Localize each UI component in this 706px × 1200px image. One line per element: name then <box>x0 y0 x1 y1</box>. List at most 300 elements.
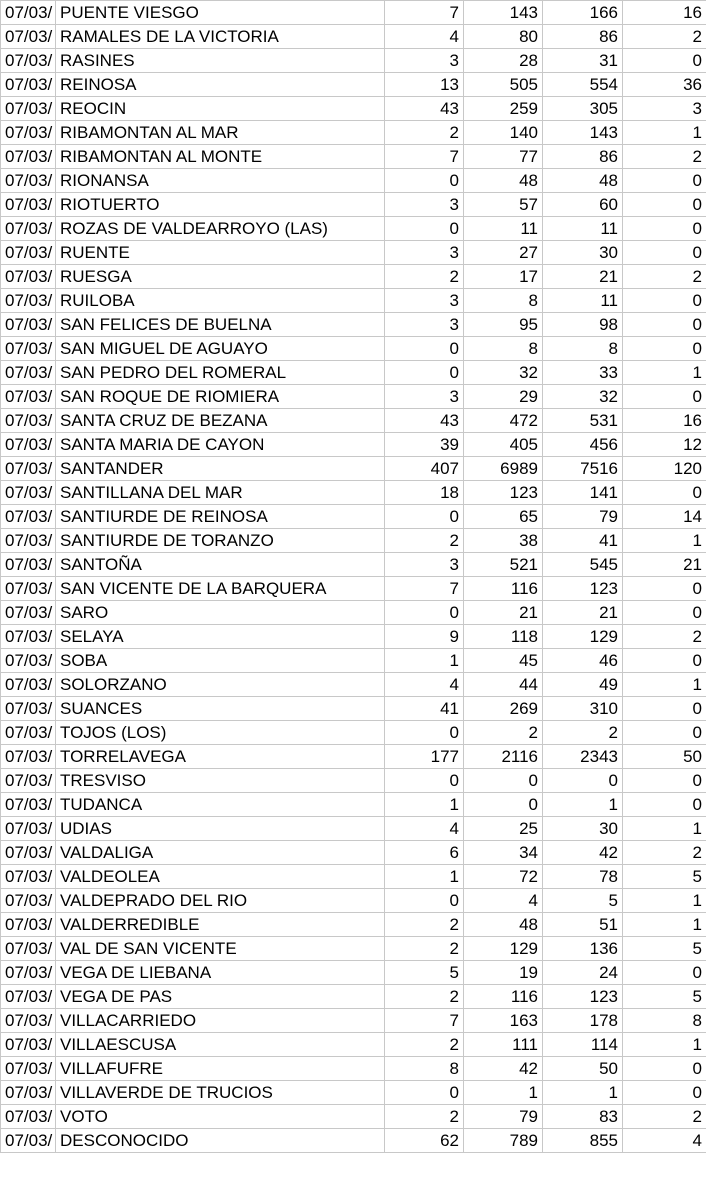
cell-value-c[interactable]: 24 <box>543 961 623 985</box>
cell-municipality[interactable]: REOCIN <box>56 97 385 121</box>
cell-value-b[interactable]: 95 <box>464 313 543 337</box>
cell-value-b[interactable]: 42 <box>464 1057 543 1081</box>
cell-value-b[interactable]: 472 <box>464 409 543 433</box>
cell-value-d[interactable]: 0 <box>623 241 706 265</box>
cell-value-b[interactable]: 8 <box>464 289 543 313</box>
cell-municipality[interactable]: RUESGA <box>56 265 385 289</box>
cell-date[interactable]: 07/03/ <box>1 865 56 889</box>
cell-value-b[interactable]: 45 <box>464 649 543 673</box>
cell-value-c[interactable]: 30 <box>543 241 623 265</box>
cell-value-d[interactable]: 2 <box>623 1105 706 1129</box>
cell-value-a[interactable]: 2 <box>385 529 464 553</box>
cell-value-a[interactable]: 0 <box>385 337 464 361</box>
cell-date[interactable]: 07/03/ <box>1 817 56 841</box>
cell-value-a[interactable]: 0 <box>385 169 464 193</box>
cell-municipality[interactable]: RIBAMONTAN AL MAR <box>56 121 385 145</box>
cell-value-a[interactable]: 3 <box>385 193 464 217</box>
cell-value-c[interactable]: 7516 <box>543 457 623 481</box>
cell-value-d[interactable]: 0 <box>623 769 706 793</box>
cell-value-a[interactable]: 3 <box>385 49 464 73</box>
cell-value-a[interactable]: 3 <box>385 553 464 577</box>
cell-value-d[interactable]: 0 <box>623 601 706 625</box>
table-row <box>1 481 706 505</box>
cell-municipality[interactable]: SANTIURDE DE TORANZO <box>56 529 385 553</box>
cell-date[interactable]: 07/03/ <box>1 913 56 937</box>
cell-municipality[interactable]: REINOSA <box>56 73 385 97</box>
cell-value-d[interactable]: 1 <box>623 673 706 697</box>
cell-value-a[interactable]: 3 <box>385 289 464 313</box>
cell-date[interactable]: 07/03/ <box>1 385 56 409</box>
cell-value-b[interactable]: 72 <box>464 865 543 889</box>
cell-value-c[interactable]: 79 <box>543 505 623 529</box>
cell-value-c[interactable]: 143 <box>543 121 623 145</box>
cell-value-b[interactable]: 65 <box>464 505 543 529</box>
cell-value-a[interactable]: 1 <box>385 865 464 889</box>
cell-value-d[interactable]: 0 <box>623 481 706 505</box>
cell-value-d[interactable]: 16 <box>623 409 706 433</box>
cell-value-b[interactable]: 789 <box>464 1129 543 1153</box>
cell-value-b[interactable]: 1 <box>464 1081 543 1105</box>
cell-value-d[interactable]: 0 <box>623 313 706 337</box>
cell-value-d[interactable]: 0 <box>623 649 706 673</box>
cell-date[interactable]: 07/03/ <box>1 409 56 433</box>
cell-value-c[interactable]: 1 <box>543 793 623 817</box>
cell-value-b[interactable]: 405 <box>464 433 543 457</box>
cell-value-d[interactable]: 0 <box>623 1081 706 1105</box>
cell-value-d[interactable]: 1 <box>623 361 706 385</box>
cell-value-d[interactable]: 5 <box>623 985 706 1009</box>
cell-municipality[interactable]: SANTA MARIA DE CAYON <box>56 433 385 457</box>
cell-value-b[interactable]: 8 <box>464 337 543 361</box>
cell-value-a[interactable]: 62 <box>385 1129 464 1153</box>
cell-value-b[interactable]: 521 <box>464 553 543 577</box>
cell-date[interactable]: 07/03/ <box>1 169 56 193</box>
cell-municipality[interactable]: PUENTE VIESGO <box>56 1 385 25</box>
cell-value-a[interactable]: 2 <box>385 1105 464 1129</box>
cell-value-b[interactable]: 4 <box>464 889 543 913</box>
cell-value-d[interactable]: 0 <box>623 961 706 985</box>
cell-municipality[interactable]: TOJOS (LOS) <box>56 721 385 745</box>
cell-date[interactable]: 07/03/ <box>1 1009 56 1033</box>
cell-municipality[interactable]: VILLACARRIEDO <box>56 1009 385 1033</box>
cell-value-a[interactable]: 0 <box>385 889 464 913</box>
table-row <box>1 241 706 265</box>
cell-date[interactable]: 07/03/ <box>1 1105 56 1129</box>
cell-municipality[interactable]: RUILOBA <box>56 289 385 313</box>
cell-municipality[interactable]: SUANCES <box>56 697 385 721</box>
cell-date[interactable]: 07/03/ <box>1 217 56 241</box>
cell-value-a[interactable]: 0 <box>385 721 464 745</box>
cell-municipality[interactable]: SARO <box>56 601 385 625</box>
cell-date[interactable]: 07/03/ <box>1 337 56 361</box>
table-row <box>1 73 706 97</box>
cell-municipality[interactable]: TRESVISO <box>56 769 385 793</box>
cell-value-a[interactable]: 2 <box>385 937 464 961</box>
cell-value-d[interactable]: 1 <box>623 529 706 553</box>
cell-date[interactable]: 07/03/ <box>1 481 56 505</box>
cell-value-b[interactable]: 143 <box>464 1 543 25</box>
table-row <box>1 409 706 433</box>
cell-value-d[interactable]: 0 <box>623 49 706 73</box>
cell-value-d[interactable]: 0 <box>623 1057 706 1081</box>
cell-value-d[interactable]: 5 <box>623 865 706 889</box>
cell-date[interactable]: 07/03/ <box>1 457 56 481</box>
cell-value-a[interactable]: 2 <box>385 265 464 289</box>
cell-municipality[interactable]: SANTA CRUZ DE BEZANA <box>56 409 385 433</box>
cell-municipality[interactable]: VILLAFUFRE <box>56 1057 385 1081</box>
cell-value-a[interactable]: 0 <box>385 601 464 625</box>
cell-value-d[interactable]: 1 <box>623 1033 706 1057</box>
cell-date[interactable]: 07/03/ <box>1 97 56 121</box>
cell-value-c[interactable]: 46 <box>543 649 623 673</box>
cell-value-b[interactable]: 11 <box>464 217 543 241</box>
cell-value-d[interactable]: 0 <box>623 169 706 193</box>
cell-date[interactable]: 07/03/ <box>1 889 56 913</box>
cell-value-a[interactable]: 4 <box>385 25 464 49</box>
cell-date[interactable]: 07/03/ <box>1 1081 56 1105</box>
cell-value-d[interactable]: 8 <box>623 1009 706 1033</box>
cell-value-c[interactable]: 545 <box>543 553 623 577</box>
cell-value-c[interactable]: 310 <box>543 697 623 721</box>
cell-value-c[interactable]: 30 <box>543 817 623 841</box>
cell-municipality[interactable]: SOLORZANO <box>56 673 385 697</box>
cell-value-d[interactable]: 0 <box>623 577 706 601</box>
cell-value-d[interactable]: 4 <box>623 1129 706 1153</box>
cell-municipality[interactable]: RAMALES DE LA VICTORIA <box>56 25 385 49</box>
cell-value-d[interactable]: 120 <box>623 457 706 481</box>
cell-value-a[interactable]: 39 <box>385 433 464 457</box>
cell-value-a[interactable]: 7 <box>385 577 464 601</box>
cell-municipality[interactable]: VILLAVERDE DE TRUCIOS <box>56 1081 385 1105</box>
cell-value-a[interactable]: 2 <box>385 913 464 937</box>
cell-value-a[interactable]: 4 <box>385 817 464 841</box>
cell-date[interactable]: 07/03/ <box>1 841 56 865</box>
cell-value-b[interactable]: 80 <box>464 25 543 49</box>
cell-municipality[interactable]: RIOTUERTO <box>56 193 385 217</box>
cell-value-b[interactable]: 25 <box>464 817 543 841</box>
cell-value-c[interactable]: 8 <box>543 337 623 361</box>
cell-date[interactable]: 07/03/ <box>1 745 56 769</box>
cell-date[interactable]: 07/03/ <box>1 145 56 169</box>
cell-value-a[interactable]: 0 <box>385 361 464 385</box>
cell-date[interactable]: 07/03/ <box>1 625 56 649</box>
cell-date[interactable]: 07/03/ <box>1 529 56 553</box>
cell-value-a[interactable]: 9 <box>385 625 464 649</box>
cell-municipality[interactable]: VALDEOLEA <box>56 865 385 889</box>
cell-municipality[interactable]: VALDERREDIBLE <box>56 913 385 937</box>
cell-date[interactable]: 07/03/ <box>1 25 56 49</box>
cell-date[interactable]: 07/03/ <box>1 433 56 457</box>
cell-value-a[interactable]: 43 <box>385 409 464 433</box>
cell-municipality[interactable]: SAN PEDRO DEL ROMERAL <box>56 361 385 385</box>
cell-value-b[interactable]: 111 <box>464 1033 543 1057</box>
cell-municipality[interactable]: SAN MIGUEL DE AGUAYO <box>56 337 385 361</box>
cell-date[interactable]: 07/03/ <box>1 697 56 721</box>
cell-value-b[interactable]: 2 <box>464 721 543 745</box>
cell-value-a[interactable]: 41 <box>385 697 464 721</box>
cell-municipality[interactable]: TORRELAVEGA <box>56 745 385 769</box>
cell-value-a[interactable]: 2 <box>385 121 464 145</box>
cell-date[interactable]: 07/03/ <box>1 985 56 1009</box>
table-row <box>1 289 706 313</box>
cell-value-d[interactable]: 16 <box>623 1 706 25</box>
cell-value-c[interactable]: 31 <box>543 49 623 73</box>
cell-value-d[interactable]: 1 <box>623 121 706 145</box>
cell-value-b[interactable]: 505 <box>464 73 543 97</box>
cell-value-c[interactable]: 86 <box>543 145 623 169</box>
cell-value-a[interactable]: 3 <box>385 385 464 409</box>
cell-value-c[interactable]: 33 <box>543 361 623 385</box>
cell-date[interactable]: 07/03/ <box>1 1 56 25</box>
cell-value-d[interactable]: 1 <box>623 889 706 913</box>
cell-date[interactable]: 07/03/ <box>1 505 56 529</box>
cell-value-d[interactable]: 3 <box>623 97 706 121</box>
cell-value-c[interactable]: 531 <box>543 409 623 433</box>
cell-date[interactable]: 07/03/ <box>1 961 56 985</box>
cell-value-d[interactable]: 21 <box>623 553 706 577</box>
cell-value-c[interactable]: 51 <box>543 913 623 937</box>
cell-value-b[interactable]: 6989 <box>464 457 543 481</box>
cell-date[interactable]: 07/03/ <box>1 1033 56 1057</box>
cell-value-a[interactable]: 7 <box>385 1009 464 1033</box>
cell-value-b[interactable]: 48 <box>464 169 543 193</box>
cell-value-b[interactable]: 140 <box>464 121 543 145</box>
cell-date[interactable]: 07/03/ <box>1 265 56 289</box>
cell-value-b[interactable]: 116 <box>464 985 543 1009</box>
cell-date[interactable]: 07/03/ <box>1 673 56 697</box>
cell-value-a[interactable]: 6 <box>385 841 464 865</box>
cell-value-c[interactable]: 21 <box>543 601 623 625</box>
cell-date[interactable]: 07/03/ <box>1 793 56 817</box>
cell-value-c[interactable]: 141 <box>543 481 623 505</box>
cell-value-a[interactable]: 0 <box>385 217 464 241</box>
cell-value-c[interactable]: 86 <box>543 25 623 49</box>
cell-value-c[interactable]: 855 <box>543 1129 623 1153</box>
cell-value-b[interactable]: 2116 <box>464 745 543 769</box>
cell-value-c[interactable]: 136 <box>543 937 623 961</box>
cell-value-d[interactable]: 2 <box>623 841 706 865</box>
cell-value-a[interactable]: 3 <box>385 313 464 337</box>
cell-value-c[interactable]: 178 <box>543 1009 623 1033</box>
cell-value-a[interactable]: 4 <box>385 673 464 697</box>
cell-value-d[interactable]: 50 <box>623 745 706 769</box>
cell-value-c[interactable]: 49 <box>543 673 623 697</box>
cell-value-c[interactable]: 48 <box>543 169 623 193</box>
cell-municipality[interactable]: DESCONOCIDO <box>56 1129 385 1153</box>
cell-value-c[interactable]: 554 <box>543 73 623 97</box>
cell-value-c[interactable]: 60 <box>543 193 623 217</box>
cell-date[interactable]: 07/03/ <box>1 721 56 745</box>
cell-value-a[interactable]: 1 <box>385 793 464 817</box>
cell-value-d[interactable]: 0 <box>623 337 706 361</box>
cell-value-a[interactable]: 7 <box>385 1 464 25</box>
cell-value-c[interactable]: 11 <box>543 289 623 313</box>
cell-municipality[interactable]: VALDALIGA <box>56 841 385 865</box>
cell-value-b[interactable]: 77 <box>464 145 543 169</box>
cell-value-d[interactable]: 0 <box>623 193 706 217</box>
cell-municipality[interactable]: SANTOÑA <box>56 553 385 577</box>
table-row <box>1 49 706 73</box>
cell-value-c[interactable]: 42 <box>543 841 623 865</box>
table-row <box>1 1081 706 1105</box>
cell-date[interactable]: 07/03/ <box>1 577 56 601</box>
cell-date[interactable]: 07/03/ <box>1 49 56 73</box>
cell-municipality[interactable]: RUENTE <box>56 241 385 265</box>
cell-value-c[interactable]: 50 <box>543 1057 623 1081</box>
cell-value-b[interactable]: 38 <box>464 529 543 553</box>
cell-date[interactable]: 07/03/ <box>1 553 56 577</box>
cell-value-b[interactable]: 28 <box>464 49 543 73</box>
cell-value-c[interactable]: 98 <box>543 313 623 337</box>
cell-date[interactable]: 07/03/ <box>1 289 56 313</box>
cell-value-a[interactable]: 5 <box>385 961 464 985</box>
cell-value-a[interactable]: 2 <box>385 1033 464 1057</box>
cell-value-a[interactable]: 13 <box>385 73 464 97</box>
cell-date[interactable]: 07/03/ <box>1 313 56 337</box>
cell-municipality[interactable]: SELAYA <box>56 625 385 649</box>
cell-value-d[interactable]: 1 <box>623 817 706 841</box>
cell-municipality[interactable]: ROZAS DE VALDEARROYO (LAS) <box>56 217 385 241</box>
cell-value-a[interactable]: 7 <box>385 145 464 169</box>
cell-value-b[interactable]: 57 <box>464 193 543 217</box>
table-row <box>1 265 706 289</box>
cell-municipality[interactable]: SOBA <box>56 649 385 673</box>
cell-value-c[interactable]: 123 <box>543 577 623 601</box>
cell-value-b[interactable]: 129 <box>464 937 543 961</box>
cell-value-c[interactable]: 83 <box>543 1105 623 1129</box>
cell-date[interactable]: 07/03/ <box>1 601 56 625</box>
cell-value-b[interactable]: 116 <box>464 577 543 601</box>
cell-value-b[interactable]: 27 <box>464 241 543 265</box>
cell-value-b[interactable]: 0 <box>464 793 543 817</box>
cell-value-c[interactable]: 305 <box>543 97 623 121</box>
cell-date[interactable]: 07/03/ <box>1 193 56 217</box>
cell-municipality[interactable]: SAN VICENTE DE LA BARQUERA <box>56 577 385 601</box>
cell-municipality[interactable]: VALDEPRADO DEL RIO <box>56 889 385 913</box>
cell-municipality[interactable]: SANTIURDE DE REINOSA <box>56 505 385 529</box>
cell-value-b[interactable]: 79 <box>464 1105 543 1129</box>
cell-value-a[interactable]: 0 <box>385 1081 464 1105</box>
cell-value-a[interactable]: 0 <box>385 769 464 793</box>
cell-date[interactable]: 07/03/ <box>1 241 56 265</box>
cell-value-a[interactable]: 407 <box>385 457 464 481</box>
cell-value-a[interactable]: 18 <box>385 481 464 505</box>
cell-municipality[interactable]: VEGA DE PAS <box>56 985 385 1009</box>
table-row <box>1 985 706 1009</box>
cell-value-c[interactable]: 11 <box>543 217 623 241</box>
cell-value-b[interactable]: 259 <box>464 97 543 121</box>
cell-value-b[interactable]: 29 <box>464 385 543 409</box>
cell-value-c[interactable]: 78 <box>543 865 623 889</box>
cell-value-c[interactable]: 32 <box>543 385 623 409</box>
cell-value-d[interactable]: 1 <box>623 913 706 937</box>
cell-date[interactable]: 07/03/ <box>1 769 56 793</box>
cell-date[interactable]: 07/03/ <box>1 121 56 145</box>
cell-value-c[interactable]: 166 <box>543 1 623 25</box>
cell-value-c[interactable]: 129 <box>543 625 623 649</box>
table-row <box>1 577 706 601</box>
cell-value-a[interactable]: 43 <box>385 97 464 121</box>
cell-value-d[interactable]: 0 <box>623 721 706 745</box>
cell-municipality[interactable]: RIONANSA <box>56 169 385 193</box>
cell-value-d[interactable]: 0 <box>623 289 706 313</box>
cell-date[interactable]: 07/03/ <box>1 649 56 673</box>
cell-value-c[interactable]: 21 <box>543 265 623 289</box>
cell-municipality[interactable]: SANTANDER <box>56 457 385 481</box>
cell-value-c[interactable]: 1 <box>543 1081 623 1105</box>
cell-value-a[interactable]: 0 <box>385 505 464 529</box>
cell-value-c[interactable]: 5 <box>543 889 623 913</box>
cell-value-b[interactable]: 0 <box>464 769 543 793</box>
cell-value-d[interactable]: 36 <box>623 73 706 97</box>
cell-value-a[interactable]: 2 <box>385 985 464 1009</box>
cell-value-b[interactable]: 34 <box>464 841 543 865</box>
cell-value-d[interactable]: 0 <box>623 697 706 721</box>
cell-municipality[interactable]: RASINES <box>56 49 385 73</box>
cell-value-a[interactable]: 3 <box>385 241 464 265</box>
cell-value-c[interactable]: 2 <box>543 721 623 745</box>
cell-value-b[interactable]: 44 <box>464 673 543 697</box>
cell-value-d[interactable]: 0 <box>623 217 706 241</box>
cell-municipality[interactable]: UDIAS <box>56 817 385 841</box>
cell-municipality[interactable]: TUDANCA <box>56 793 385 817</box>
cell-value-d[interactable]: 0 <box>623 385 706 409</box>
cell-municipality[interactable]: SAN ROQUE DE RIOMIERA <box>56 385 385 409</box>
cell-date[interactable]: 07/03/ <box>1 937 56 961</box>
cell-value-c[interactable]: 114 <box>543 1033 623 1057</box>
cell-date[interactable]: 07/03/ <box>1 73 56 97</box>
cell-date[interactable]: 07/03/ <box>1 361 56 385</box>
cell-value-a[interactable]: 177 <box>385 745 464 769</box>
cell-municipality[interactable]: SANTILLANA DEL MAR <box>56 481 385 505</box>
cell-value-d[interactable]: 0 <box>623 793 706 817</box>
cell-date[interactable]: 07/03/ <box>1 1057 56 1081</box>
cell-value-c[interactable]: 2343 <box>543 745 623 769</box>
cell-value-c[interactable]: 123 <box>543 985 623 1009</box>
cell-value-d[interactable]: 2 <box>623 265 706 289</box>
cell-value-d[interactable]: 2 <box>623 145 706 169</box>
cell-value-c[interactable]: 41 <box>543 529 623 553</box>
cell-municipality[interactable]: VILLAESCUSA <box>56 1033 385 1057</box>
table-row <box>1 1057 706 1081</box>
cell-municipality[interactable]: VEGA DE LIEBANA <box>56 961 385 985</box>
cell-value-d[interactable]: 12 <box>623 433 706 457</box>
cell-value-b[interactable]: 19 <box>464 961 543 985</box>
cell-date[interactable]: 07/03/ <box>1 1129 56 1153</box>
cell-municipality[interactable]: VAL DE SAN VICENTE <box>56 937 385 961</box>
cell-value-c[interactable]: 0 <box>543 769 623 793</box>
cell-value-d[interactable]: 14 <box>623 505 706 529</box>
cell-value-b[interactable]: 17 <box>464 265 543 289</box>
cell-value-c[interactable]: 456 <box>543 433 623 457</box>
cell-value-a[interactable]: 8 <box>385 1057 464 1081</box>
cell-value-b[interactable]: 21 <box>464 601 543 625</box>
cell-value-b[interactable]: 163 <box>464 1009 543 1033</box>
cell-value-d[interactable]: 2 <box>623 25 706 49</box>
table-row <box>1 697 706 721</box>
cell-municipality[interactable]: RIBAMONTAN AL MONTE <box>56 145 385 169</box>
cell-value-b[interactable]: 118 <box>464 625 543 649</box>
cell-value-a[interactable]: 1 <box>385 649 464 673</box>
cell-value-d[interactable]: 2 <box>623 625 706 649</box>
cell-value-b[interactable]: 32 <box>464 361 543 385</box>
cell-value-b[interactable]: 269 <box>464 697 543 721</box>
cell-value-d[interactable]: 5 <box>623 937 706 961</box>
cell-municipality[interactable]: SAN FELICES DE BUELNA <box>56 313 385 337</box>
cell-value-b[interactable]: 123 <box>464 481 543 505</box>
cell-value-b[interactable]: 48 <box>464 913 543 937</box>
cell-municipality[interactable]: VOTO <box>56 1105 385 1129</box>
